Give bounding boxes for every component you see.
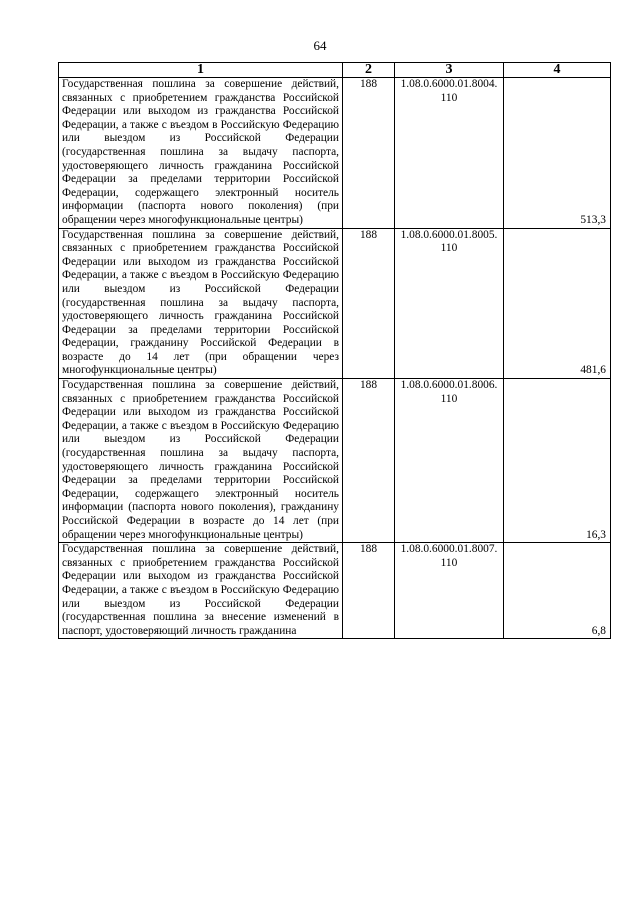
fee-description: Государственная пошлина за совершение действий, связанных с приобретением гражданства Российской Федерации или выходом из гражданства Российской Федерации, а также с въездом в Российскую Федерацию или выездом из Российской Федерации (государственная пошлина за выдачу паспорта, удостоверяющего личность гражданина Российской Федерации за пределами территории Российской Федерации, содержащего электронный носитель информации (паспорта нового поколения) (при обращении через многофункциональные центры)	[59, 78, 343, 229]
column-header-1: 1	[59, 63, 343, 78]
fee-description: Государственная пошлина за совершение действий, связанных с приобретением гражданства Российской Федерации или выходом из гражданства Российской Федерации, а также с въездом в Российскую Федерацию или выездом из Российской Федерации (государственная пошлина за выдачу паспорта, удостоверяющего личность гражданина Российской Федерации за пределами территории Российской Федерации, гражданину Российской Федерации в возрасте до 14 лет (при обращении через многофункциональные центры)	[59, 228, 343, 379]
column-header-4: 4	[504, 63, 611, 78]
amount: 481,6	[504, 228, 611, 379]
admin-code: 188	[343, 543, 395, 639]
amount: 6,8	[504, 543, 611, 639]
admin-code: 188	[343, 379, 395, 543]
fee-description: Государственная пошлина за совершение действий, связанных с приобретением гражданства Российской Федерации или выходом из гражданства Российской Федерации, а также с въездом в Российскую Федерацию или выездом из Российской Федерации (государственная пошлина за выдачу паспорта, удостоверяющего личность гражданина Российской Федерации за пределами территории Российской Федерации, содержащего электронный носитель информации (паспорта нового поколения), гражданину Российской Федерации в возрасте до 14 лет (при обращении через многофункциональные центры)	[59, 379, 343, 543]
column-header-2: 2	[343, 63, 395, 78]
budget-classification-code: 1.08.0.6000.01.8004. 110	[395, 78, 504, 229]
table-header-row	[59, 63, 611, 78]
table-row	[59, 379, 611, 543]
column-header-3: 3	[395, 63, 504, 78]
amount: 513,3	[504, 78, 611, 229]
page-number: 64	[313, 38, 327, 53]
revenue-table	[58, 62, 611, 639]
table-row	[59, 543, 611, 639]
table-row	[59, 228, 611, 379]
budget-classification-code: 1.08.0.6000.01.8007. 110	[395, 543, 504, 639]
amount: 16,3	[504, 379, 611, 543]
admin-code: 188	[343, 228, 395, 379]
admin-code: 188	[343, 78, 395, 229]
budget-classification-code: 1.08.0.6000.01.8005. 110	[395, 228, 504, 379]
table-row	[59, 78, 611, 229]
fee-description: Государственная пошлина за совершение действий, связанных с приобретением гражданства Российской Федерации или выходом из гражданства Российской Федерации, а также с въездом в Российскую Федерацию или выездом из Российской Федерации (государственная пошлина за внесение изменений в паспорт, удостоверяющий личность гражданина	[59, 543, 343, 639]
budget-classification-code: 1.08.0.6000.01.8006. 110	[395, 379, 504, 543]
